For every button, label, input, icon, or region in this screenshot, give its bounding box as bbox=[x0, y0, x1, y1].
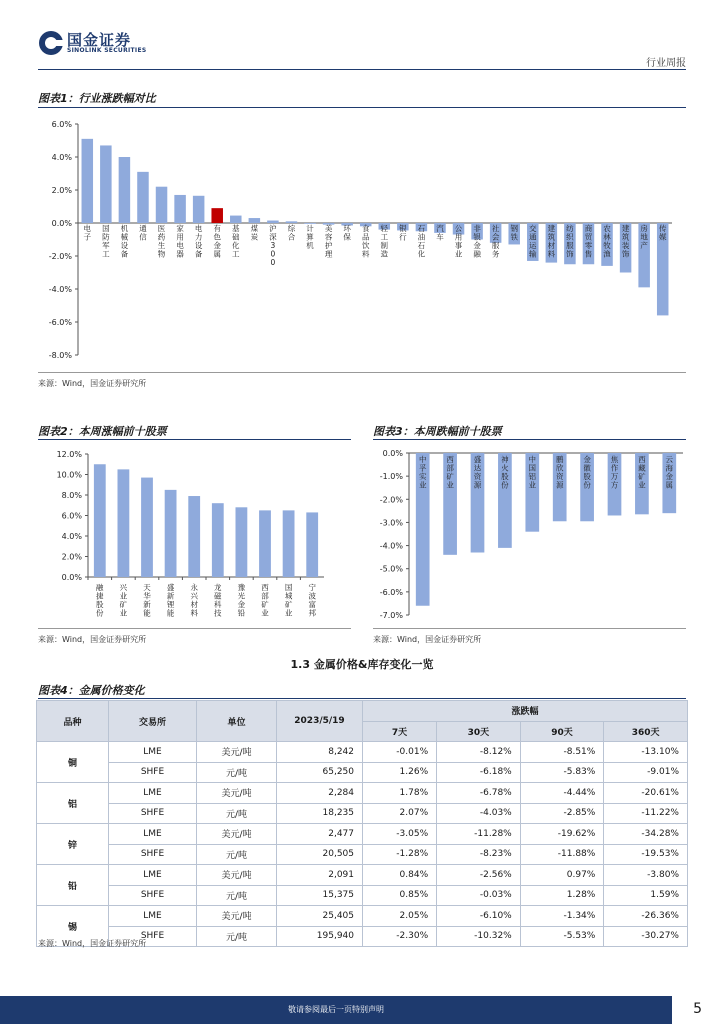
x-tick-label: 永兴材料 bbox=[190, 583, 198, 618]
bar bbox=[119, 157, 131, 223]
figure1-title-rule bbox=[38, 107, 686, 108]
metal-kind: 锡 bbox=[37, 906, 109, 947]
x-tick-label: 纺织服饰 bbox=[566, 224, 574, 259]
y-tick-label: 4.0% bbox=[61, 532, 82, 541]
cell-d7: 0.85% bbox=[363, 885, 437, 906]
cell-unit: 美元/吨 bbox=[197, 906, 277, 927]
x-tick-label: 国城矿业 bbox=[284, 583, 293, 618]
cell-d30: -4.03% bbox=[437, 803, 521, 824]
x-tick-label: 中孚实业 bbox=[418, 455, 427, 490]
cell-unit: 元/吨 bbox=[197, 926, 277, 947]
bar bbox=[188, 496, 200, 577]
cell-exchange: SHFE bbox=[109, 926, 197, 947]
x-tick-label: 盛新锂能 bbox=[166, 583, 175, 618]
col-30d: 30天 bbox=[437, 721, 521, 742]
bar bbox=[174, 195, 186, 223]
cell-d30: -8.23% bbox=[437, 844, 521, 865]
cell-d90: -11.88% bbox=[520, 844, 604, 865]
top-losers-chart bbox=[373, 444, 686, 628]
figure1-source: 来源：Wind，国金证券研究所 bbox=[38, 379, 147, 388]
figure3-title-rule bbox=[373, 439, 686, 440]
x-tick-label: 基础化工 bbox=[232, 224, 240, 259]
cell-price: 2,477 bbox=[277, 824, 363, 845]
bar bbox=[100, 145, 112, 223]
figure3-bottom-rule bbox=[373, 628, 686, 629]
metal-kind: 铝 bbox=[37, 783, 109, 824]
cell-d30: -10.32% bbox=[437, 926, 521, 947]
figure2-source: 来源：Wind，国金证券研究所 bbox=[38, 635, 147, 644]
x-tick-label: 云海金属 bbox=[665, 455, 674, 490]
cell-price: 195,940 bbox=[277, 926, 363, 947]
x-tick-label: 天华新能 bbox=[143, 583, 151, 618]
x-tick-label: 汽车 bbox=[436, 224, 444, 242]
metal-kind: 铅 bbox=[37, 865, 109, 906]
bar bbox=[156, 187, 168, 223]
y-tick-label: -4.0% bbox=[379, 541, 403, 551]
metal-kind: 铜 bbox=[37, 742, 109, 783]
x-tick-label: 轻工制造 bbox=[380, 224, 389, 259]
y-tick-label: 0.0% bbox=[61, 573, 82, 582]
figure1-title: 图表1：行业涨跌幅对比 bbox=[38, 92, 156, 105]
cell-exchange: LME bbox=[109, 906, 197, 927]
cell-d360: -34.28% bbox=[604, 824, 688, 845]
x-tick-label: 食品饮料 bbox=[361, 224, 370, 259]
x-tick-label: 机械设备 bbox=[120, 224, 129, 259]
x-tick-label: 西部矿业 bbox=[446, 455, 454, 490]
y-tick-label: 8.0% bbox=[61, 491, 82, 500]
x-tick-label: 家用电器 bbox=[176, 224, 184, 259]
cell-d30: -0.03% bbox=[437, 885, 521, 906]
y-tick-label: -8.0% bbox=[48, 351, 72, 360]
brand-name: 国金证券 bbox=[67, 31, 132, 49]
cell-d90: -1.34% bbox=[520, 906, 604, 927]
col-90d: 90天 bbox=[520, 721, 604, 742]
table-row bbox=[37, 844, 688, 865]
cell-exchange: LME bbox=[109, 742, 197, 763]
y-tick-label: 4.0% bbox=[51, 153, 72, 162]
cell-price: 8,242 bbox=[277, 742, 363, 763]
cell-exchange: SHFE bbox=[109, 885, 197, 906]
x-tick-label: 电力设备 bbox=[194, 224, 203, 259]
bar bbox=[286, 221, 298, 223]
figure4-source: 来源：Wind，国金证券研究所 bbox=[38, 939, 147, 948]
cell-d360: -20.61% bbox=[604, 783, 688, 804]
table-row bbox=[37, 803, 688, 824]
x-tick-label: 盛达资源 bbox=[473, 455, 482, 490]
cell-price: 2,284 bbox=[277, 783, 363, 804]
x-tick-label: 神火股份 bbox=[501, 455, 509, 490]
cell-d7: -0.01% bbox=[363, 742, 437, 763]
top-gainers-chart bbox=[38, 444, 351, 628]
cell-d30: -6.78% bbox=[437, 783, 521, 804]
bar bbox=[118, 469, 130, 577]
x-tick-label: 交通运输 bbox=[529, 224, 537, 259]
cell-d360: -13.10% bbox=[604, 742, 688, 763]
bar bbox=[141, 478, 153, 577]
x-tick-label: 房地产 bbox=[640, 224, 648, 250]
cell-unit: 美元/吨 bbox=[197, 824, 277, 845]
x-tick-label: 公用事业 bbox=[454, 224, 463, 259]
cell-d90: -19.62% bbox=[520, 824, 604, 845]
bar bbox=[211, 208, 223, 223]
x-tick-label: 商贸零售 bbox=[584, 224, 593, 259]
header-rule bbox=[38, 69, 686, 70]
cell-exchange: SHFE bbox=[109, 803, 197, 824]
x-tick-label: 计算机 bbox=[306, 224, 314, 250]
cell-price: 65,250 bbox=[277, 762, 363, 783]
cell-d7: 2.05% bbox=[363, 906, 437, 927]
brand-logo-icon bbox=[38, 30, 64, 56]
col-change: 涨跌幅 bbox=[363, 701, 688, 722]
x-tick-label: 沪深 3 0 0 bbox=[269, 224, 277, 267]
bar bbox=[137, 172, 149, 223]
cell-d90: -5.53% bbox=[520, 926, 604, 947]
figure1-bottom-rule bbox=[38, 372, 686, 373]
bar bbox=[283, 510, 295, 577]
report-type: 行业周报 bbox=[646, 58, 686, 69]
figure2-bottom-rule bbox=[38, 628, 351, 629]
figure4-title-rule bbox=[38, 698, 686, 699]
cell-d90: 0.97% bbox=[520, 865, 604, 886]
table-row bbox=[37, 865, 688, 886]
cell-d7: 0.84% bbox=[363, 865, 437, 886]
cell-price: 20,505 bbox=[277, 844, 363, 865]
figure2-title: 图表2：本周涨幅前十股票 bbox=[38, 425, 167, 438]
bar bbox=[193, 196, 205, 223]
y-tick-label: -5.0% bbox=[379, 564, 403, 574]
cell-d360: -26.36% bbox=[604, 906, 688, 927]
y-tick-label: -2.0% bbox=[379, 495, 403, 505]
cell-exchange: LME bbox=[109, 824, 197, 845]
col-date: 2023/5/19 bbox=[277, 701, 363, 742]
x-tick-label: 金徽股份 bbox=[583, 455, 591, 490]
cell-price: 18,235 bbox=[277, 803, 363, 824]
y-tick-label: 6.0% bbox=[51, 120, 72, 129]
table-row bbox=[37, 906, 688, 927]
x-tick-label: 社会服务 bbox=[491, 224, 500, 259]
footer-disclaimer: 敬请参阅最后一页特别声明 bbox=[288, 1005, 384, 1014]
x-tick-label: 煤炭 bbox=[250, 224, 259, 242]
cell-d90: -5.83% bbox=[520, 762, 604, 783]
cell-d360: -3.80% bbox=[604, 865, 688, 886]
cell-d90: -2.85% bbox=[520, 803, 604, 824]
cell-price: 2,091 bbox=[277, 865, 363, 886]
cell-unit: 美元/吨 bbox=[197, 865, 277, 886]
cell-d360: -9.01% bbox=[604, 762, 688, 783]
cell-price: 25,405 bbox=[277, 906, 363, 927]
x-tick-label: 钢铁 bbox=[510, 224, 518, 242]
bar bbox=[236, 507, 248, 577]
col-7d: 7天 bbox=[363, 721, 437, 742]
x-tick-label: 非银金融 bbox=[473, 224, 481, 259]
y-tick-label: -6.0% bbox=[48, 318, 72, 327]
cell-unit: 元/吨 bbox=[197, 762, 277, 783]
page-number: 5 bbox=[693, 1001, 702, 1017]
cell-unit: 元/吨 bbox=[197, 885, 277, 906]
x-tick-label: 银行 bbox=[399, 224, 407, 242]
bar bbox=[230, 216, 242, 223]
table-row bbox=[37, 885, 688, 906]
cell-d7: 2.07% bbox=[363, 803, 437, 824]
x-tick-label: 石油石化 bbox=[417, 224, 426, 259]
cell-d30: -8.12% bbox=[437, 742, 521, 763]
x-tick-label: 宁波富邦 bbox=[308, 583, 316, 618]
cell-d30: -2.56% bbox=[437, 865, 521, 886]
y-tick-label: -7.0% bbox=[379, 611, 403, 620]
x-tick-label: 豫光金铅 bbox=[237, 583, 246, 618]
x-tick-label: 龙磁科技 bbox=[214, 583, 222, 618]
table-row bbox=[37, 762, 688, 783]
y-tick-label: 2.0% bbox=[51, 186, 72, 195]
bar bbox=[82, 139, 94, 223]
x-tick-label: 传媒 bbox=[658, 224, 667, 242]
table-row bbox=[37, 742, 688, 763]
cell-d7: 1.26% bbox=[363, 762, 437, 783]
x-tick-label: 美容护理 bbox=[324, 224, 333, 259]
y-tick-label: 0.0% bbox=[51, 219, 72, 228]
bar bbox=[165, 490, 177, 577]
x-tick-label: 医药生物 bbox=[157, 224, 166, 259]
cell-exchange: LME bbox=[109, 865, 197, 886]
cell-d30: -11.28% bbox=[437, 824, 521, 845]
x-tick-label: 电子 bbox=[83, 224, 92, 242]
cell-d360: -19.53% bbox=[604, 844, 688, 865]
x-tick-label: 鹏欣资源 bbox=[555, 455, 564, 490]
x-tick-label: 环保 bbox=[343, 224, 351, 242]
metal-price-table-wrap bbox=[36, 700, 688, 947]
y-tick-label: 12.0% bbox=[56, 450, 82, 459]
y-tick-label: -6.0% bbox=[379, 587, 403, 597]
metal-price-table bbox=[36, 700, 688, 947]
table-row bbox=[37, 783, 688, 804]
x-tick-label: 通信 bbox=[139, 224, 147, 242]
cell-d7: -1.28% bbox=[363, 844, 437, 865]
x-tick-label: 农林牧渔 bbox=[603, 224, 611, 259]
cell-unit: 元/吨 bbox=[197, 844, 277, 865]
cell-unit: 美元/吨 bbox=[197, 742, 277, 763]
col-unit: 单位 bbox=[197, 701, 277, 742]
cell-d360: 1.59% bbox=[604, 885, 688, 906]
col-360d: 360天 bbox=[604, 721, 688, 742]
y-tick-label: -4.0% bbox=[48, 285, 72, 294]
x-tick-label: 西藏矿业 bbox=[638, 455, 646, 490]
x-tick-label: 融捷股份 bbox=[96, 583, 104, 618]
x-tick-label: 建筑装饰 bbox=[621, 224, 630, 259]
figure3-source: 来源：Wind，国金证券研究所 bbox=[373, 635, 482, 644]
figure2-title-rule bbox=[38, 439, 351, 440]
figure4-title: 图表4：金属价格变化 bbox=[38, 684, 145, 697]
y-tick-label: -1.0% bbox=[379, 472, 403, 482]
bar bbox=[249, 218, 261, 223]
bar bbox=[212, 503, 224, 577]
x-tick-label: 西部矿业 bbox=[261, 583, 269, 618]
cell-exchange: SHFE bbox=[109, 844, 197, 865]
bar bbox=[306, 512, 318, 577]
bar bbox=[94, 464, 106, 577]
y-tick-label: -3.0% bbox=[379, 518, 403, 528]
cell-price: 15,375 bbox=[277, 885, 363, 906]
cell-d30: -6.10% bbox=[437, 906, 521, 927]
y-tick-label: 2.0% bbox=[61, 552, 82, 562]
y-tick-label: -2.0% bbox=[48, 252, 72, 261]
cell-d90: -8.51% bbox=[520, 742, 604, 763]
x-tick-label: 焦作万方 bbox=[610, 455, 619, 490]
x-tick-label: 中国铝业 bbox=[528, 455, 537, 490]
cell-d7: -2.30% bbox=[363, 926, 437, 947]
x-tick-label: 兴业矿业 bbox=[119, 583, 128, 618]
figure3-title: 图表3：本周跌幅前十股票 bbox=[373, 425, 502, 438]
cell-d90: -4.44% bbox=[520, 783, 604, 804]
cell-d90: 1.28% bbox=[520, 885, 604, 906]
bar bbox=[267, 221, 279, 223]
cell-d30: -6.18% bbox=[437, 762, 521, 783]
cell-exchange: LME bbox=[109, 783, 197, 804]
metal-kind: 锌 bbox=[37, 824, 109, 865]
bar bbox=[259, 510, 271, 577]
y-tick-label: 6.0% bbox=[61, 511, 82, 521]
y-tick-label: 10.0% bbox=[56, 470, 82, 480]
section-title: 1.3 金属价格&库存变化一览 bbox=[290, 658, 434, 671]
cell-unit: 美元/吨 bbox=[197, 783, 277, 804]
col-exchange: 交易所 bbox=[109, 701, 197, 742]
col-kind: 品种 bbox=[37, 701, 109, 742]
cell-exchange: SHFE bbox=[109, 762, 197, 783]
x-tick-label: 建筑材料 bbox=[547, 224, 556, 259]
x-tick-label: 国防军工 bbox=[102, 224, 110, 259]
x-tick-label: 综合 bbox=[287, 224, 296, 242]
cell-d7: -3.05% bbox=[363, 824, 437, 845]
table-header-row bbox=[37, 701, 688, 722]
cell-d360: -11.22% bbox=[604, 803, 688, 824]
industry-change-chart bbox=[38, 112, 686, 368]
y-tick-label: 0.0% bbox=[382, 449, 403, 458]
cell-d360: -30.27% bbox=[604, 926, 688, 947]
table-row bbox=[37, 824, 688, 845]
brand-name-en: SINOLINK SECURITIES bbox=[67, 47, 147, 54]
x-tick-label: 有色金属 bbox=[213, 224, 221, 259]
cell-d7: 1.78% bbox=[363, 783, 437, 804]
cell-unit: 元/吨 bbox=[197, 803, 277, 824]
